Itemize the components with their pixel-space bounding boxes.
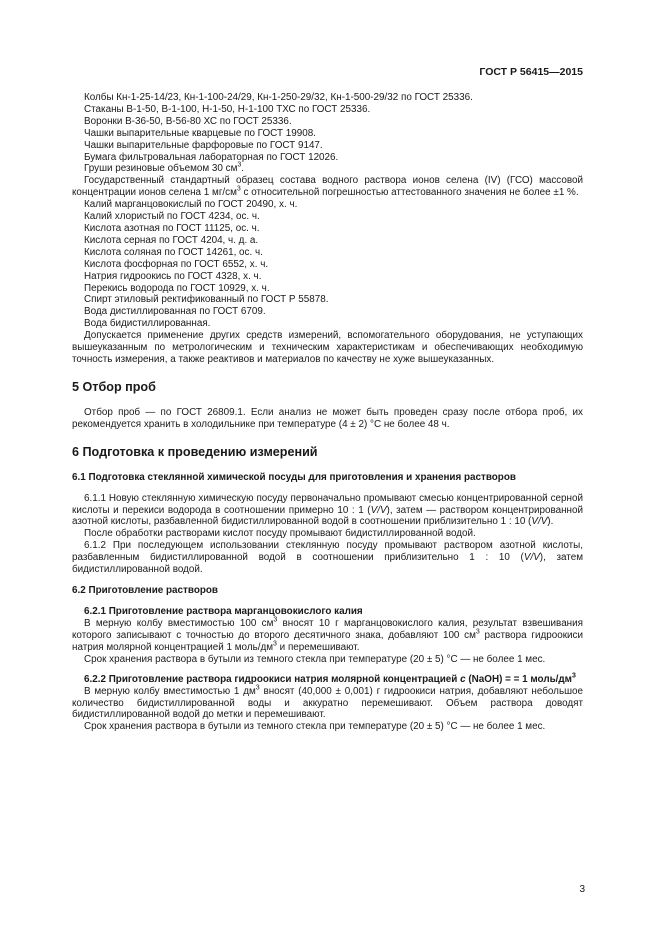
document-code-header: ГОСТ Р 56415—2015 xyxy=(479,66,583,78)
equipment-line: Чашки выпарительные кварцевые по ГОСТ 19908. xyxy=(84,127,316,139)
page-body xyxy=(72,92,583,733)
paragraph-6-1-1: 6.1.1 Новую стеклянную химическую посуду первоначально промывают смесью концентрированной серной кислоты и перекиси водорода в соотношении примерно 10 : 1 (V/V), затем — раствором концентрированной азотной кислоты, разбавленной бидистиллированной водой в соотношении приблизительно 1 : 10 (V/V). xyxy=(72,492,583,528)
reagent-line: Кислота азотная по ГОСТ 11125, ос. ч. xyxy=(84,222,260,234)
equipment-line: Бумага фильтровальная лабораторная по ГОСТ 12026. xyxy=(84,151,339,163)
reagent-line: Кислота серная по ГОСТ 4204, ч. д. а. xyxy=(84,234,259,246)
paragraph-6-2-1-storage: Срок хранения раствора в бутыли из темного стекла при температуре (20 ± 5) °С — не более 1 мес. xyxy=(84,653,546,665)
paragraph-6-2-1: В мерную колбу вместимостью 100 $см^3$ вносят 10 г марганцовокислого калия, результат взвешивания которого записывают с точностью до второго десятичного знака, добавляют 100 $см^3$ раствора гидроокиси натрия молярной концентрацией 1 моль/$дм^3$ и перемешивают. xyxy=(72,616,584,653)
paragraph-6-2-2: В мерную колбу вместимостью 1 $дм^3$ вносят (40,000 ± 0,001) г гидроокиси натрия, добавляют небольшое количество бидистиллированной воды и аккуратно перемешивают. Объем раствора доводят бидистиллированной водой до метки и перемешивают. xyxy=(72,684,583,721)
reagent-line: Калий хлористый по ГОСТ 4234, ос. ч. xyxy=(84,211,260,223)
equipment-line: Воронки В-36-50, В-56-80 ХС по ГОСТ 25336. xyxy=(84,115,292,127)
reagent-line: Кислота соляная по ГОСТ 14261, ос. ч. xyxy=(84,246,263,258)
reagent-line: Кислота фосфорная по ГОСТ 6552, х. ч. xyxy=(84,258,269,270)
paragraph-6-1-2: 6.1.2 При последующем использовании стеклянную посуду промывают раствором азотной кислоты, разбавленным бидистиллированной водой в соотношении приблизительно 1 : 10 (V/V), затем бидистиллированной водой. xyxy=(72,540,583,576)
gso-paragraph: Государственный стандартный образец состава водного раствора ионов селена (IV) (ГСО) массовой концентрации ионов селена 1 $мг/см^3$ с относительной погрешностью аттестованного значения не более ±1 %. xyxy=(72,175,583,199)
equipment-line: Чашки выпарительные фарфоровые по ГОСТ 9147. xyxy=(84,139,323,151)
reagent-line: Натрия гидроокись по ГОСТ 4328, х. ч. xyxy=(84,270,262,282)
section-6-heading: 6 Подготовка к проведению измерений xyxy=(72,444,318,459)
equipment-line: Колбы Кн-1-25-14/23, Кн-1-100-24/29, Кн-1-250-29/32, Кн-1-500-29/32 по ГОСТ 25336. xyxy=(84,92,473,103)
reagent-line: Вода дистиллированная по ГОСТ 6709. xyxy=(84,306,266,318)
section-5-text: Отбор проб — по ГОСТ 26809.1. Если анализ не может быть проведен сразу после отбора проб, их рекомендуется хранить в холодильнике при температуре (4 ± 2) °С не более 48 ч. xyxy=(72,406,583,430)
section-6-2-2-heading: 6.2.2 Приготовление раствора гидроокиси натрия молярной концентрацией c (NaOH) = = 1 моль/$дм^3$ xyxy=(84,672,576,685)
page-number: 3 xyxy=(579,884,585,895)
paragraph-6-2-2-storage: Срок хранения раствора в бутыли из темного стекла при температуре (20 ± 5) °С — не более 1 мес. xyxy=(84,721,546,733)
equipment-line: Стаканы В-1-50, В-1-100, Н-1-50, Н-1-100 ТХС по ГОСТ 25336. xyxy=(84,103,371,115)
section-6-1-heading: 6.1 Подготовка стеклянной химической посуды для приготовления и хранения растворов xyxy=(72,471,516,483)
reagent-line: Спирт этиловый ректификованный по ГОСТ Р 55878. xyxy=(84,294,329,306)
bulbs-line: Груши резиновые объемом 30 $см^3$. xyxy=(84,162,245,175)
section-6-2-1-heading: 6.2.1 Приготовление раствора марганцовокислого калия xyxy=(84,606,363,617)
allowance-paragraph: Допускается применение других средств измерений, вспомогательного оборудования, не уступающих вышеуказанным по метрологическим и техническим характеристикам и обеспечивающих необходимую точность измерения, а также реактивов и материалов по качеству не хуже вышеуказанных. xyxy=(72,330,583,365)
section-5-heading: 5 Отбор проб xyxy=(72,379,156,394)
reagent-line: Вода бидистиллированная. xyxy=(84,318,211,330)
reagent-line: Калий марганцовокислый по ГОСТ 20490, х. ч. xyxy=(84,199,298,211)
paragraph-6-1-1-after: После обработки растворами кислот посуду промывают бидистиллированной водой. xyxy=(84,528,476,540)
reagent-line: Перекись водорода по ГОСТ 10929, х. ч. xyxy=(84,282,270,294)
section-6-2-heading: 6.2 Приготовление растворов xyxy=(72,585,218,596)
